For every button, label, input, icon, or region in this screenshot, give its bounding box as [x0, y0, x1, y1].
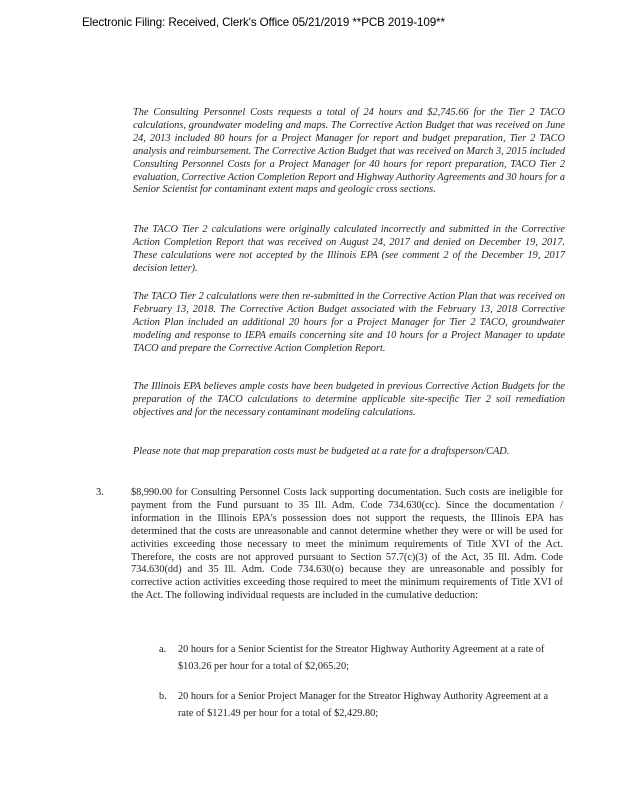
paragraph-consulting-costs: The Consulting Personnel Costs requests a total of 24 hours and $2,745.66 for the Tier 2 TACO calculations, groundwater modeling and maps. The Corrective Action Budget that was received on June 24, 2013 included 80 hours for a Project Manager for report and budget preparation, Tier 2 TACO analysis and reimbursement. The Corrective Action Budget that was received on March 3, 2015 included Consulting Personnel Costs for a Project Manager for 40 hours for report preparation, TACO Tier 2 evaluation, Corrective Action Completion Report and Highway Authority Agreements and 30 hours for a Senior Scientist for contaminant extent maps and geologic cross sections. — [133, 107, 565, 196]
subitem-b-text: 20 hours for a Senior Project Manager for the Streator Highway Authority Agreement at a rate of $121.49 per hour for a total of $2,429.80; — [178, 691, 549, 719]
paragraph-map-note: Please note that map preparation costs must be budgeted at a rate for a draftsperson/CAD. — [133, 446, 510, 457]
subitem-a-letter: a. — [159, 644, 167, 655]
paragraph-taco-resubmitted: The TACO Tier 2 calculations were then re-submitted in the Corrective Action Plan that was received on February 13, 2018. The Corrective Action Budget associated with the February 13, 2018 Corrective Action Plan included an additional 20 hours for a Project Manager for Tier 2 TACO, groundwater modeling and response to IEPA emails concerning site and 10 hours for a Project Manager to update TACO and prepare the Corrective Action Completion Report. — [133, 291, 565, 354]
item-3-text: $8,990.00 for Consulting Personnel Costs lack supporting documentation. Such costs are ineligible for payment from the Fund pursuant to 35 Ill. Adm. Code 734.630(cc). Since the documentation / information in the Illinois EPA's possession does not support the requests, the Illinois EPA has determined that the costs are unreasonable and cannot determine whether they were or will be used for activities exceeding those necessary to meet the minimum requirements of Title XVI of the Act. Therefore, the costs are not approved pursuant to Section 57.7(c)(3) of the Act, 35 Ill. Adm. Code 734.630(dd) and 35 Ill. Adm. Code 734.630(o) because they are unreasonable and possibly for corrective action activities exceeding those required to meet the minimum requirements of Title XVI of the Act. The following individual requests are included in the cumulative deduction: — [131, 487, 563, 602]
subitem-a-text: 20 hours for a Senior Scientist for the Streator Highway Authority Agreement at a rate of $103.26 per hour for a total of $2,065.20; — [178, 644, 545, 672]
paragraph-ample-costs: The Illinois EPA believes ample costs have been budgeted in previous Corrective Action Budgets for the preparation of the TACO calculations to determine applicable site-specific Tier 2 soil remediation objectives and for the necessary contaminant modeling calculations. — [133, 381, 565, 418]
paragraph-taco-original: The TACO Tier 2 calculations were originally calculated incorrectly and submitted in the Corrective Action Completion Report that was received on August 24, 2017 and denied on December 19, 2017. These calculations were not accepted by the Illinois EPA (see comment 2 of the December 19, 2017 decision letter). — [133, 224, 565, 274]
filing-stamp-header: Electronic Filing: Received, Clerk's Office 05/21/2019 **PCB 2019-109** — [82, 16, 445, 29]
item-3-number: 3. — [96, 487, 104, 498]
subitem-b-letter: b. — [159, 691, 167, 702]
